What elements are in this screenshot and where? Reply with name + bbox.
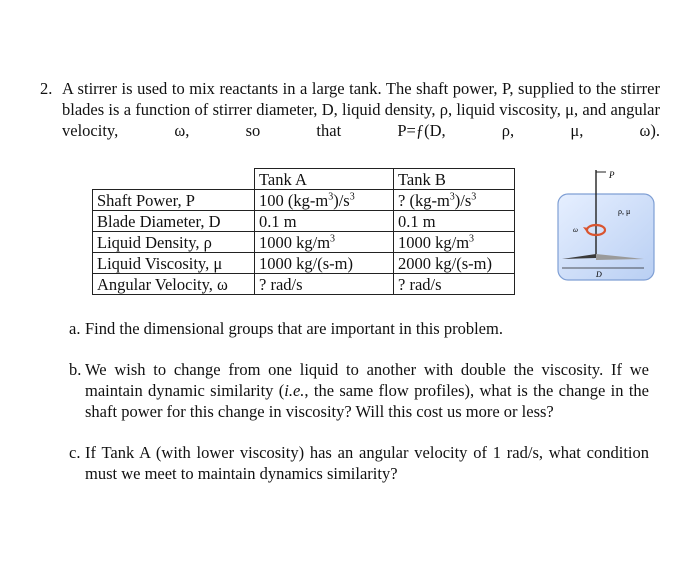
- cell-tank-b: 0.1 m: [394, 211, 515, 232]
- part-c: [69, 442, 649, 484]
- cell-text: 1000 kg/m: [398, 232, 470, 252]
- cell-tank-a: 1000 kg/(s-m): [255, 253, 394, 274]
- problem-statement: [40, 78, 660, 162]
- row-label: Liquid Density, ρ: [93, 232, 255, 253]
- part-letter: a.: [69, 319, 81, 338]
- table-header-row: [93, 169, 515, 190]
- part-letter: b.: [69, 360, 82, 379]
- cell-text: )/s: [333, 190, 350, 210]
- stirrer-tank-figure: [556, 168, 656, 286]
- row-label: Shaft Power, P: [93, 190, 255, 211]
- header-tank-b: Tank B: [394, 169, 515, 190]
- superscript: 3: [449, 191, 455, 202]
- label-p: P: [609, 170, 615, 180]
- superscript: 3: [349, 191, 355, 202]
- part-text-pre: We wish to change from one liquid to another with double the viscosity. If we maintain dynamic similarity (: [85, 360, 649, 400]
- problem-text: A stirrer is used to mix reactants in a large tank. The shaft power, P, supplied to the stirrer blades is a function of stirrer diameter, D, liquid density, ρ, liquid viscosity, μ, and angular velocity, ω, so that P=ƒ(D, ρ, μ, ω).: [62, 79, 660, 140]
- table-row: [93, 211, 515, 232]
- cell-text: 100 (kg-m: [259, 190, 329, 210]
- cell-tank-b: [394, 232, 515, 253]
- question-parts: [69, 318, 649, 504]
- cell-tank-a: [255, 190, 394, 211]
- part-text-post: , the same flow profiles), what is the change in the shaft power for this change in viscosity? Will this cost us more or less?: [85, 381, 649, 421]
- label-omega: ω: [573, 226, 578, 234]
- part-text-emphasis: i.e.: [284, 381, 305, 400]
- problem-number: 2.: [40, 79, 53, 98]
- superscript: 3: [469, 233, 475, 244]
- superscript: 3: [328, 191, 334, 202]
- superscript: 3: [330, 233, 336, 244]
- row-label: Liquid Viscosity, μ: [93, 253, 255, 274]
- cell-text: 1000 kg/m: [259, 232, 331, 252]
- cell-text: ? (kg-m: [398, 190, 450, 210]
- table-row: [93, 190, 515, 211]
- part-text: Find the dimensional groups that are important in this problem.: [85, 319, 503, 338]
- cell-tank-a: [255, 232, 394, 253]
- cell-tank-a: ? rad/s: [255, 274, 394, 295]
- table-row: [93, 274, 515, 295]
- tank-body: [558, 194, 654, 280]
- table-corner: [93, 169, 255, 190]
- part-text: [85, 359, 649, 422]
- row-label: Blade Diameter, D: [93, 211, 255, 232]
- label-d: D: [596, 270, 602, 279]
- part-letter: c.: [69, 443, 81, 462]
- label-rho-mu: ρ, μ: [618, 207, 631, 216]
- part-text: If Tank A (with lower viscosity) has an angular velocity of 1 rad/s, what condition must we meet to maintain dynamics similarity?: [85, 443, 649, 483]
- tank-data-table: [92, 168, 515, 295]
- header-tank-a: Tank A: [255, 169, 394, 190]
- cell-tank-b: ? rad/s: [394, 274, 515, 295]
- part-a: [69, 318, 649, 339]
- table-row: [93, 253, 515, 274]
- part-b: [69, 359, 649, 422]
- cell-tank-b: 2000 kg/(s-m): [394, 253, 515, 274]
- cell-text: )/s: [454, 190, 472, 210]
- table-row: [93, 232, 515, 253]
- cell-tank-a: 0.1 m: [255, 211, 394, 232]
- row-label: Angular Velocity, ω: [93, 274, 255, 295]
- cell-tank-b: [394, 190, 515, 211]
- superscript: 3: [471, 191, 477, 202]
